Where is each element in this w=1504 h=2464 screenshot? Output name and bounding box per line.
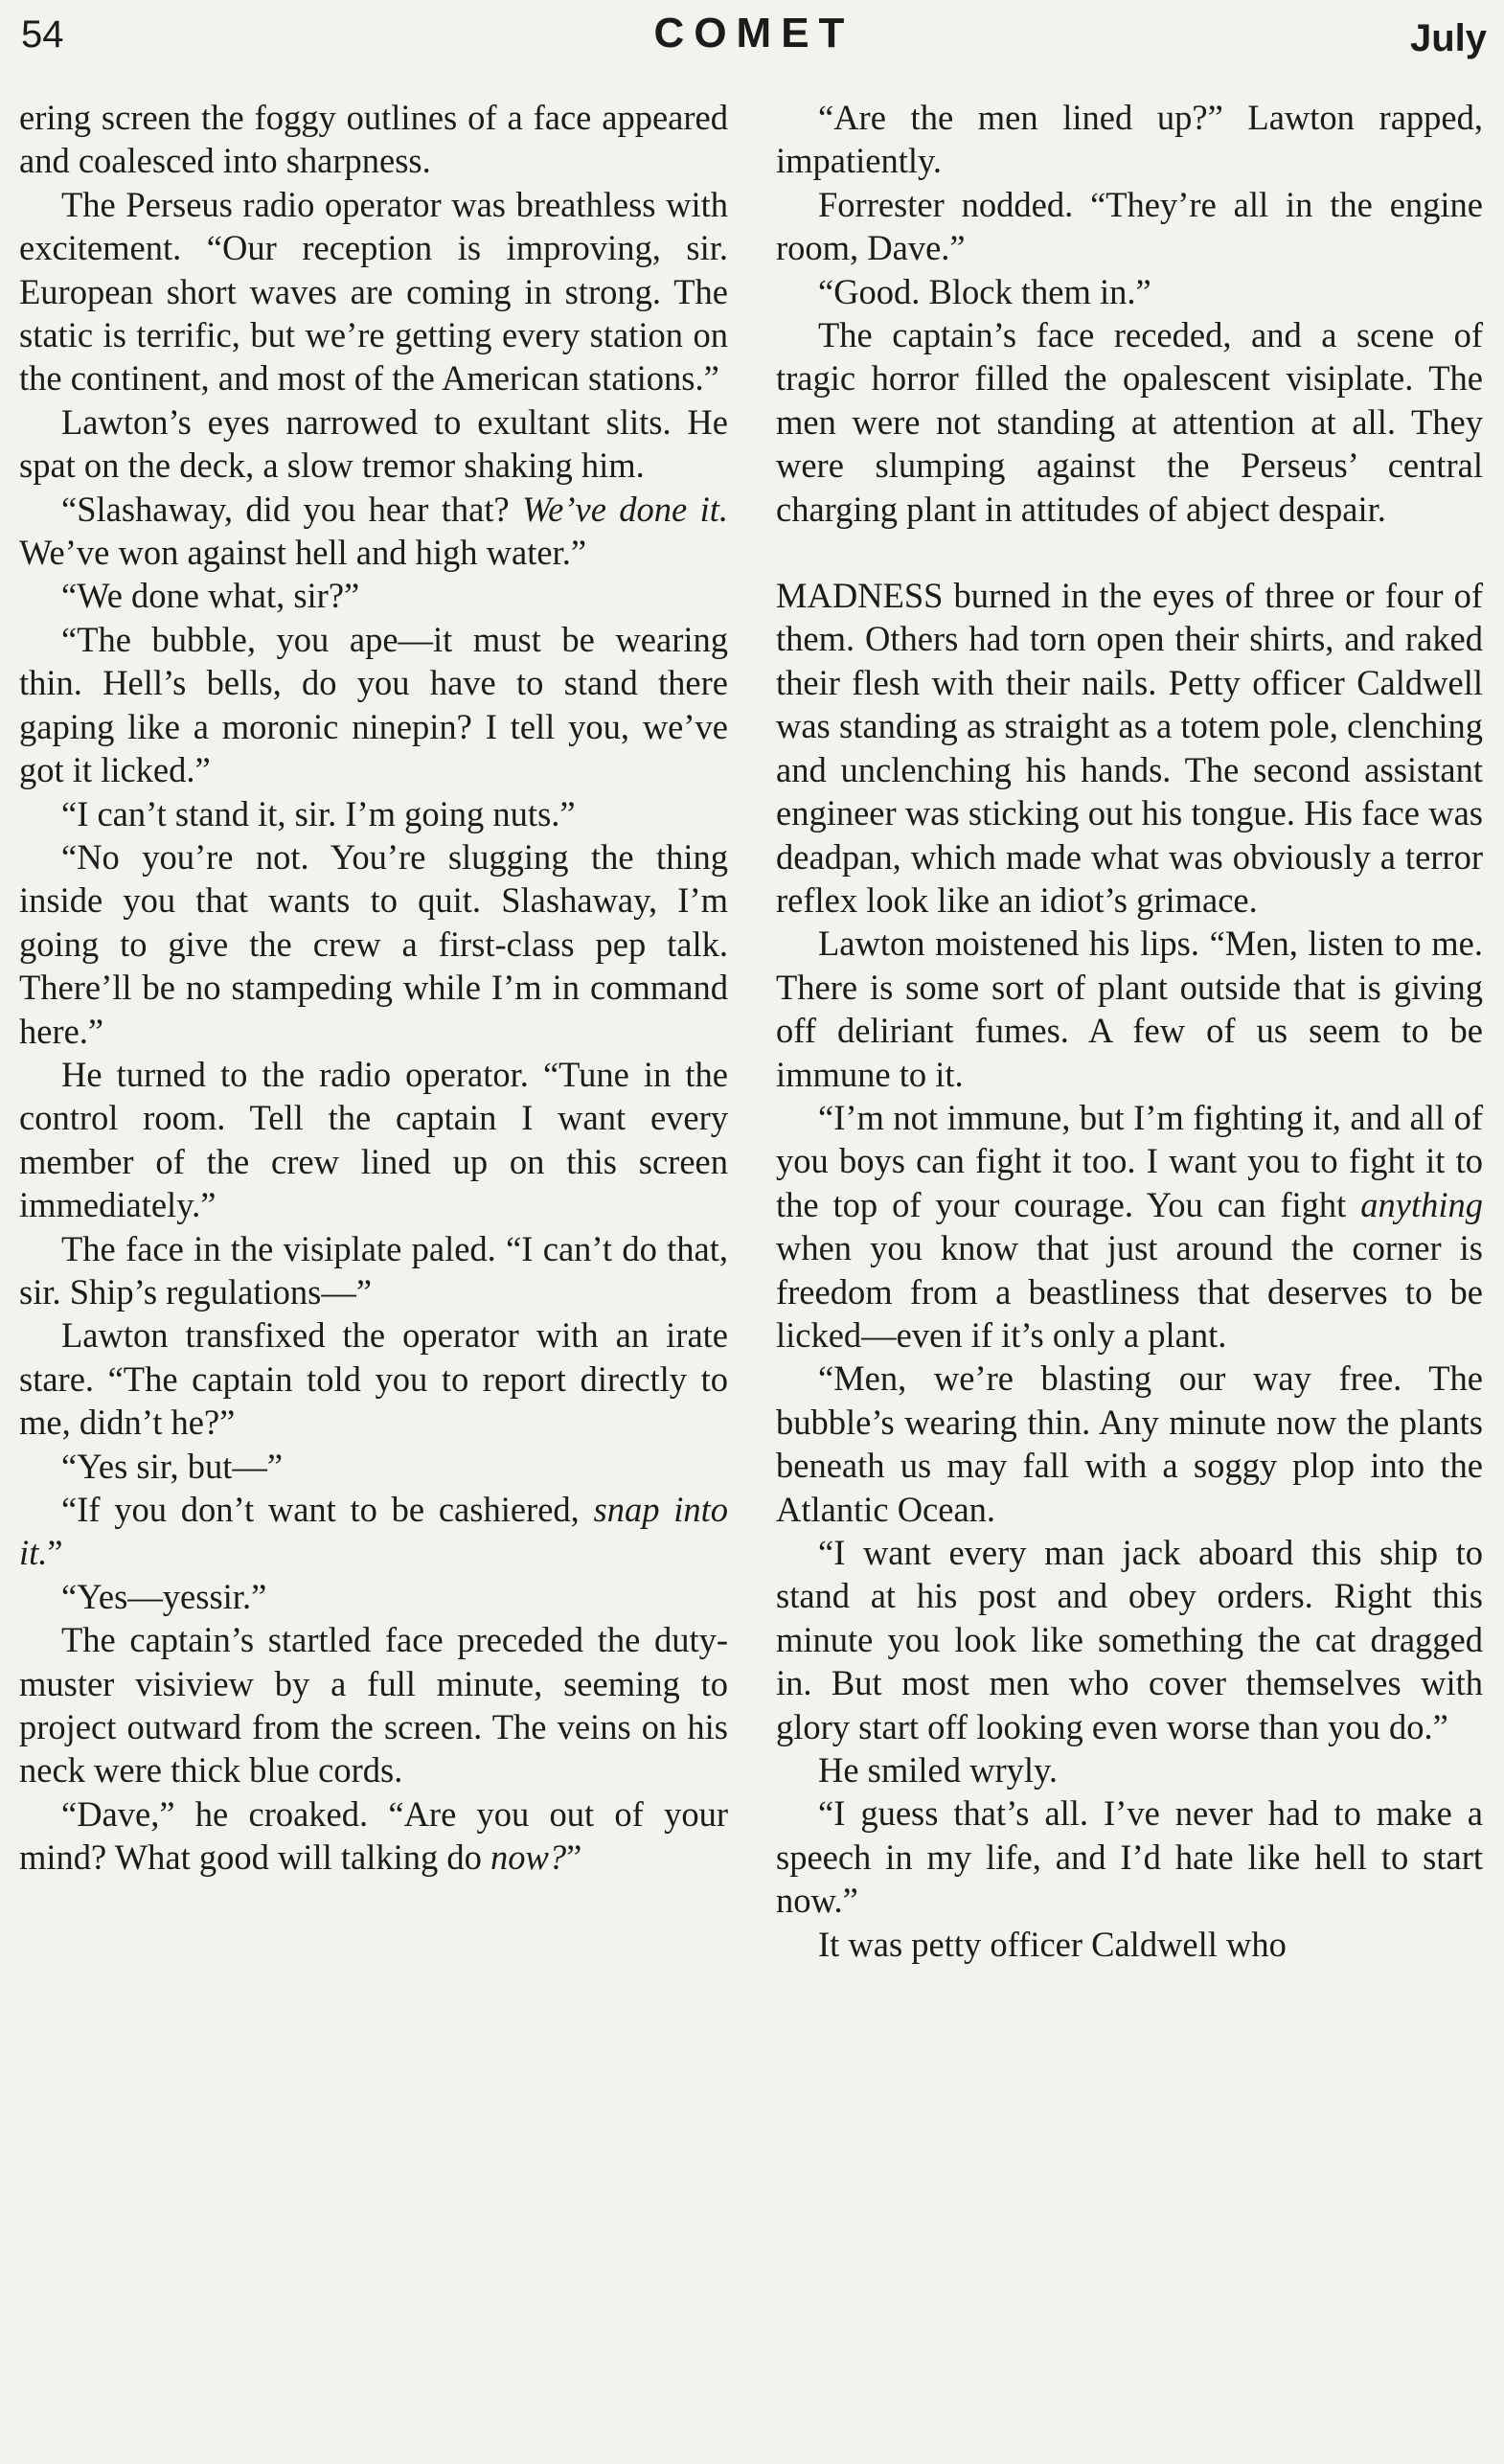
paragraph: “Good. Block them in.” [818, 271, 1151, 311]
paragraph: “I can’t stand it, sir. I’m going nuts.” [61, 793, 576, 833]
paragraph: “I want every man jack aboard this ship to stand at his post and obey orders. Right this minute you look like something the cat dragged in. But most men who cover themselves with glory start off looking even worse than you do.” [776, 1533, 1483, 1746]
paragraph-text: “Dave,” he croaked. “Are you out of your mind? What good will talking do [19, 1793, 728, 1878]
paragraph: The face in the visiplate paled. “I can’t do that, sir. Ship’s regulations—” [19, 1228, 728, 1312]
paragraph-text: “I’m not immune, but I’m fighting it, and all of you boys can fight it too. I want you to fight it to the top of your courage. You can fight [776, 1097, 1483, 1224]
emphasized-text: anything [1360, 1184, 1483, 1224]
paragraph: Lawton moistened his lips. “Men, listen to me. There is some sort of plant outside that is giving off deliriant fumes. A few of us seem to be immune to it. [776, 924, 1483, 1094]
paragraph: He smiled wryly. [818, 1750, 1059, 1791]
paragraph: He turned to the radio operator. “Tune in the control room. Tell the captain I want every member of the crew lined up on this screen immediately.” [19, 1054, 728, 1225]
paragraph-text: ” [47, 1533, 63, 1573]
paragraph: The captain’s startled face preceded the duty-muster visiview by a full minute, seeming to project outward from the screen. The veins on his neck were thick blue cords. [19, 1620, 728, 1791]
paragraph: It was petty officer Caldwell who [818, 1924, 1287, 1964]
paragraph: ering screen the foggy outlines of a face appeared and coalesced into sharpness. [19, 98, 728, 181]
paragraph-text: ” [566, 1837, 582, 1878]
paragraph [776, 1096, 1483, 1357]
emphasized-text: We’ve done it. [522, 489, 728, 529]
paragraph: “Are the men lined up?” Lawton rapped, impatiently. [776, 98, 1483, 181]
paragraph [19, 1792, 728, 1880]
paragraph: Lawton’s eyes narrowed to exultant slits. He spat on the deck, a slow tremor shaking him. [19, 401, 728, 486]
paragraph: “Men, we’re blasting our way free. The bubble’s wearing thin. Any minute now the plants beneath us may fall with a soggy plop into the Atlantic Ocean. [776, 1358, 1483, 1529]
paragraph: MADNESS burned in the eyes of three or four of them. Others had torn open their shirts, and raked their flesh with their nails. Petty officer Caldwell was standing as straight as a totem pole, clenching and unclenching his hands. The second assistant engineer was sticking out his tongue. His face was deadpan, which made what was obviously a terror reflex look like an idiot’s grimace. [776, 576, 1483, 920]
page-number: 54 [21, 13, 64, 56]
paragraph-text: “If you don’t want to be cashiered, [61, 1490, 594, 1529]
emphasized-text: now? [490, 1837, 567, 1878]
paragraph: “No you’re not. You’re slugging the thing inside you that wants to quit. Slashaway, I’m going to give the crew a first-class pep talk. There’ll be no stampeding while I’m in command here.” [19, 836, 728, 1051]
paragraph: Forrester nodded. “They’re all in the engine room, Dave.” [776, 184, 1483, 268]
paragraph: The Perseus radio operator was breathless with excitement. “Our reception is improving, sir. European short waves are coming in strong. The static is terrific, but we’re getting every station on the continent, and most of the American stations.” [19, 184, 728, 399]
paragraph: “The bubble, you ape—it must be wearing thin. Hell’s bells, do you have to stand there gaping like a moronic ninepin? I tell you, we’ve got it licked.” [19, 619, 728, 790]
paragraph: “Yes sir, but—” [61, 1446, 284, 1486]
left-text-column [19, 96, 728, 1880]
paragraph: The captain’s face receded, and a scene of tragic horror filled the opalescent visiplate. The men were not standing at attention at all. They were slumping against the Perseus’ central charging plant in attitudes of abject despair. [776, 315, 1483, 529]
paragraph: “Yes—yessir.” [61, 1576, 267, 1616]
paragraph [19, 1488, 728, 1575]
right-text-column [776, 96, 1483, 1966]
page-header [21, 6, 1487, 67]
paragraph-text: “Slashaway, did you hear that? [61, 489, 523, 529]
paragraph-text: We’ve won against hell and high water.” [19, 533, 587, 573]
emphasized-text: snap into it. [19, 1490, 728, 1573]
paragraph: Lawton transfixed the operator with an irate stare. “The captain told you to report directly to me, didn’t he?” [19, 1315, 728, 1443]
magazine-title: COMET [653, 10, 855, 57]
paragraph-text: when you know that just around the corner is freedom from a beastliness that deserves to be licked—even if it’s only a plant. [776, 1228, 1483, 1355]
paragraph: “I guess that’s all. I’ve never had to make a speech in my life, and I’d hate like hell to start now.” [776, 1793, 1483, 1921]
paragraph: “We done what, sir?” [61, 576, 360, 616]
paragraph [19, 488, 728, 575]
issue-month: July [1409, 17, 1487, 59]
